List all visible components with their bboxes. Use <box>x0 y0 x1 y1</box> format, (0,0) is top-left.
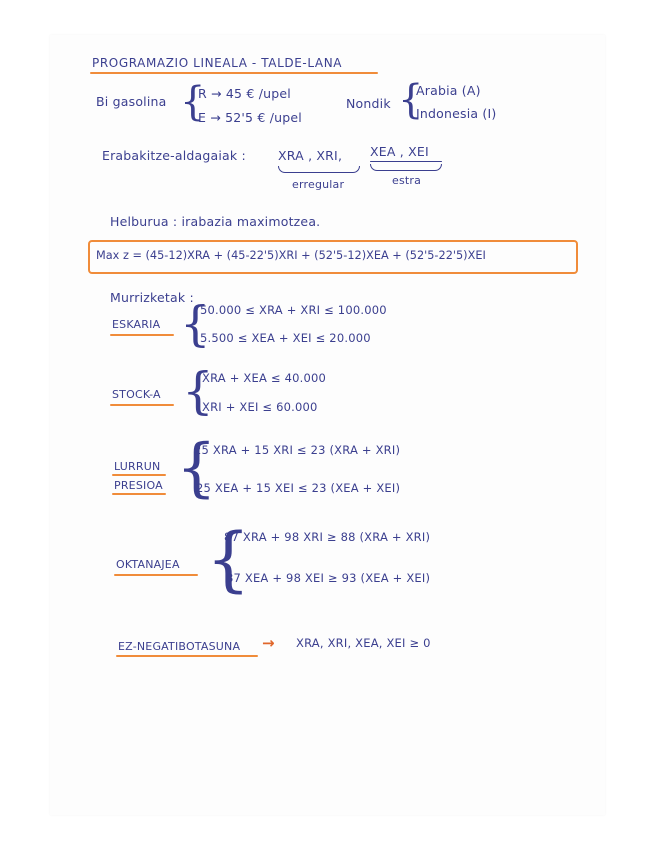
lurrun-label: LURRUN <box>114 460 161 473</box>
decision-label: Erabakitze-aldagaiak : <box>102 148 246 163</box>
gasolina-line-r: R → 45 € /upel <box>198 86 291 101</box>
eskaria-label: ESKARIA <box>112 318 161 331</box>
stock-brace: { <box>182 362 214 420</box>
title-underline <box>90 72 378 74</box>
eskaria-underline <box>110 334 174 336</box>
oktanajea-underline <box>114 574 198 576</box>
objective-function: Max z = (45-12)XRA + (45-22'5)XRI + (52'5-12)XEA + (52'5-22'5)XEI <box>96 249 486 262</box>
gasolina-label: Bi gasolina <box>96 94 167 109</box>
stock-underline <box>110 404 174 406</box>
nondik-brace: { <box>398 77 424 123</box>
nondik-arabia: Arabia (A) <box>416 83 481 98</box>
oktanajea-line-2: 87 XEA + 98 XEI ≥ 93 (XEA + XEI) <box>226 571 431 585</box>
ez-negatibotasuna-underline <box>116 655 258 657</box>
decision-group-extra: XEA , XEI <box>370 144 429 159</box>
regular-note: erregular <box>292 178 345 191</box>
lurrun-line-2: 25 XEA + 15 XEI ≤ 23 (XEA + XEI) <box>196 481 401 495</box>
decision-group-regular: XRA , XRI, <box>278 148 343 163</box>
regular-underbrace <box>278 166 360 173</box>
oktanajea-brace: { <box>206 518 251 600</box>
nondik-label: Nondik <box>346 96 391 111</box>
ez-negatibotasuna-label: EZ-NEGATIBOTASUNA <box>118 640 241 653</box>
objective-goal: Helburua : irabazia maximotzea. <box>110 214 321 229</box>
right-arrow-icon: → <box>262 634 275 652</box>
ez-negatibotasuna-line: XRA, XRI, XEA, XEI ≥ 0 <box>296 636 431 650</box>
lurrun-line-1: 25 XRA + 15 XRI ≤ 23 (XRA + XRI) <box>194 443 401 457</box>
page-title: PROGRAMAZIO LINEALA - TALDE-LANA <box>92 56 343 70</box>
nondik-indonesia: Indonesia (I) <box>416 106 497 121</box>
stock-line-2: XRI + XEI ≤ 60.000 <box>202 400 318 414</box>
stock-label: STOCK-A <box>112 388 161 401</box>
oktanajea-line-1: 87 XRA + 98 XRI ≥ 88 (XRA + XRI) <box>224 530 431 544</box>
lurrun-underline <box>112 474 166 476</box>
lurrun-brace: { <box>176 431 217 505</box>
eskaria-line-2: 5.500 ≤ XEA + XEI ≤ 20.000 <box>200 331 371 345</box>
constraints-label: Murrizketak : <box>110 290 194 305</box>
extra-note: estra <box>392 174 422 187</box>
extra-underbrace <box>370 164 442 171</box>
gasolina-line-e: E → 52'5 € /upel <box>198 110 302 125</box>
gasolina-brace: { <box>180 79 206 125</box>
oktanajea-label: OKTANAJEA <box>116 558 180 571</box>
presioa-underline <box>112 493 166 495</box>
eskaria-brace: { <box>180 296 211 352</box>
eskaria-line-1: 50.000 ≤ XRA + XRI ≤ 100.000 <box>200 303 387 317</box>
presioa-label: PRESIOA <box>114 479 163 492</box>
stock-line-1: XRA + XEA ≤ 40.000 <box>202 371 327 385</box>
